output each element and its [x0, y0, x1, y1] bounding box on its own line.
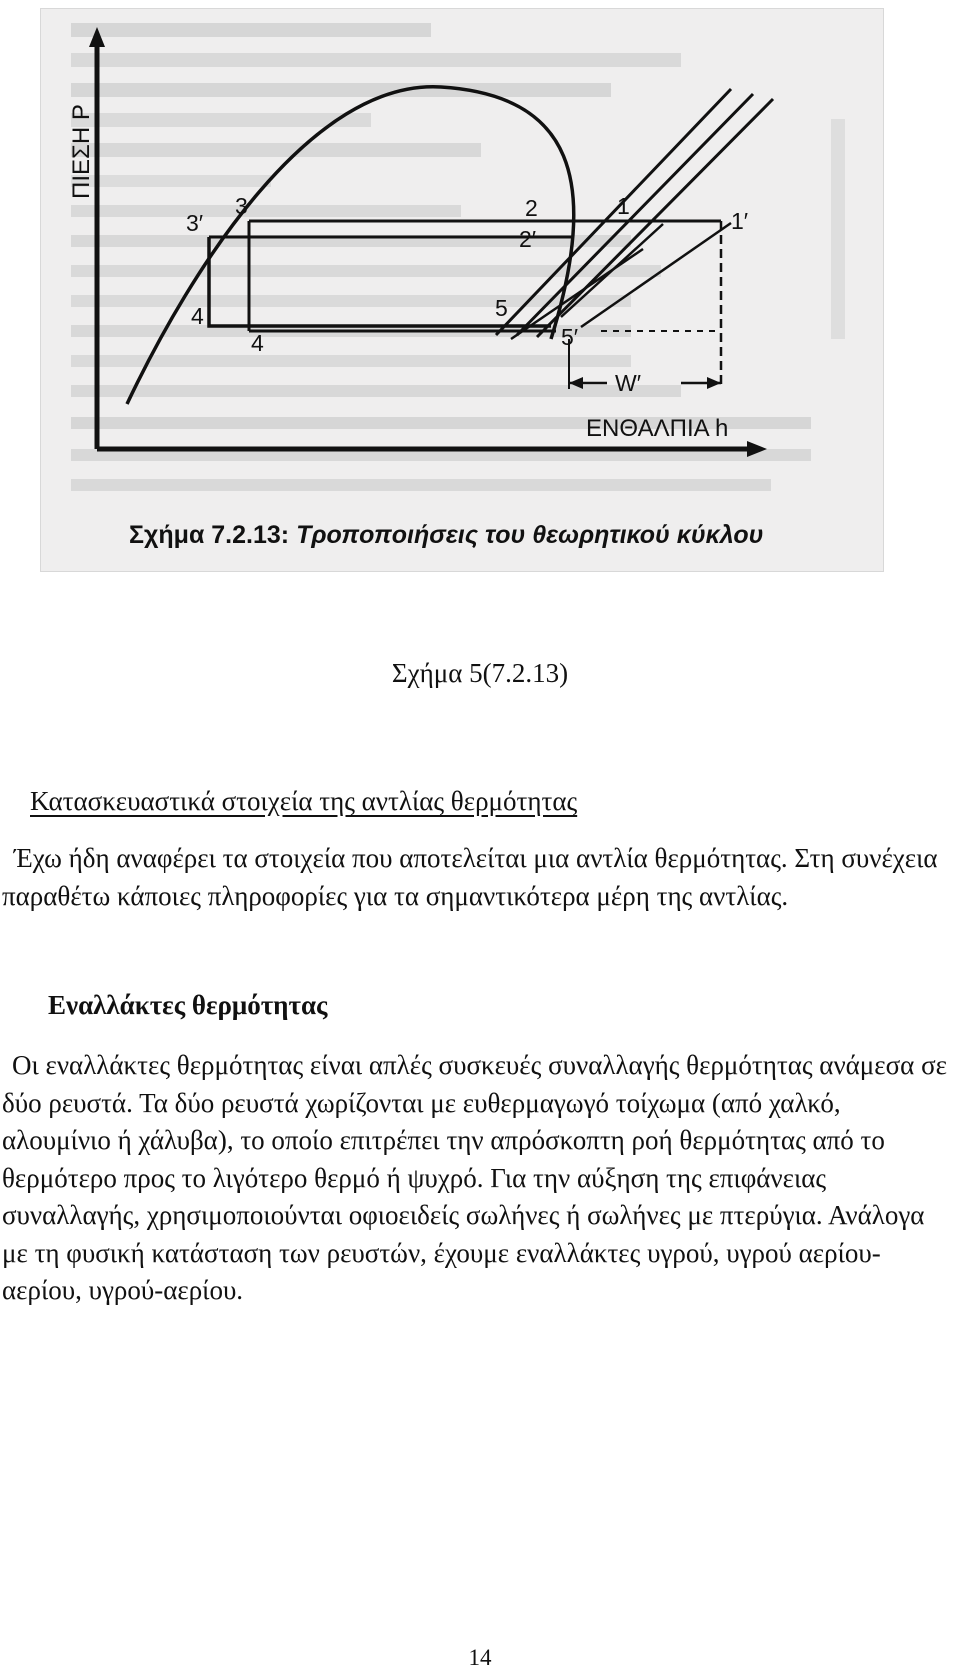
point-label-1p: 1′: [731, 208, 749, 234]
y-axis-label: ΠΙΕΣΗ Ρ: [68, 104, 95, 199]
section-title: Κατασκευαστικά στοιχεία της αντλίας θερμότητας: [30, 786, 578, 816]
point-label-4: 4: [251, 330, 264, 356]
x-axis-label: ΕΝΘΑΛΠΙΑ h: [586, 415, 729, 442]
figure-scan: [40, 8, 884, 572]
point-label-2p: 2′: [519, 226, 537, 252]
w-arrowhead-right: [707, 377, 721, 389]
page-number: 14: [468, 1645, 492, 1670]
point-label-2: 2: [525, 195, 538, 221]
point-label-3p: 3′: [186, 210, 204, 236]
point-label-3: 3: [235, 193, 248, 219]
point-label-5p: 5′: [561, 324, 579, 350]
isentrope-2: [517, 94, 753, 335]
heading-heat-exchangers: Εναλλάκτες θερμότητας: [48, 990, 328, 1020]
pressure-enthalpy-diagram: [41, 9, 883, 571]
figure-caption-number: Σχήμα 7.2.13:: [129, 521, 290, 549]
point-label-5: 5: [495, 295, 508, 321]
figure-label: Σχήμα 5(7.2.13): [391, 658, 569, 688]
intro-paragraph: Έχω ήδη αναφέρει τα στοιχεία που αποτελείται μια αντλία θερμότητας. Στη συνέχεια παραθέτω κάποιες πληροφορίες για τα σημαντικότερα μέρη της αντλίας.: [2, 843, 938, 911]
point-label-4p: 4: [191, 303, 204, 329]
figure-caption-title: Τροποποιήσεις του θεωρητικού κύκλου: [296, 521, 764, 549]
w-label: W′: [615, 370, 642, 396]
body-paragraph: Οι εναλλάκτες θερμότητας είναι απλές συσκευές συναλλαγής θερμότητας ανάμεσα σε δύο ρευστά. Τα δύο ρευστά χωρίζονται με ευθερμαγωγό τοίχωμα (από χαλκό, αλουμίνιο ή χάλυβα), το οποίο επιτρέπει την απρόσκοπτη ροή θερμότητας από το θερμότερο προς το λιγότερο θερμό ή ψυχρό. Για την αύξηση της επιφάνειας συναλλαγής, χρησιμοποιούνται οφιοειδείς σωλήνες ή σωλήνες με πτερύγια. Ανάλογα με τη φυσική κατάσταση των ρευστών, έχουμε εναλλάκτες υγρού, υγρού αερίου-αερίου, υγρού-αερίου.: [2, 1050, 947, 1305]
figure-caption: [129, 521, 763, 550]
point-label-1: 1: [617, 193, 630, 219]
